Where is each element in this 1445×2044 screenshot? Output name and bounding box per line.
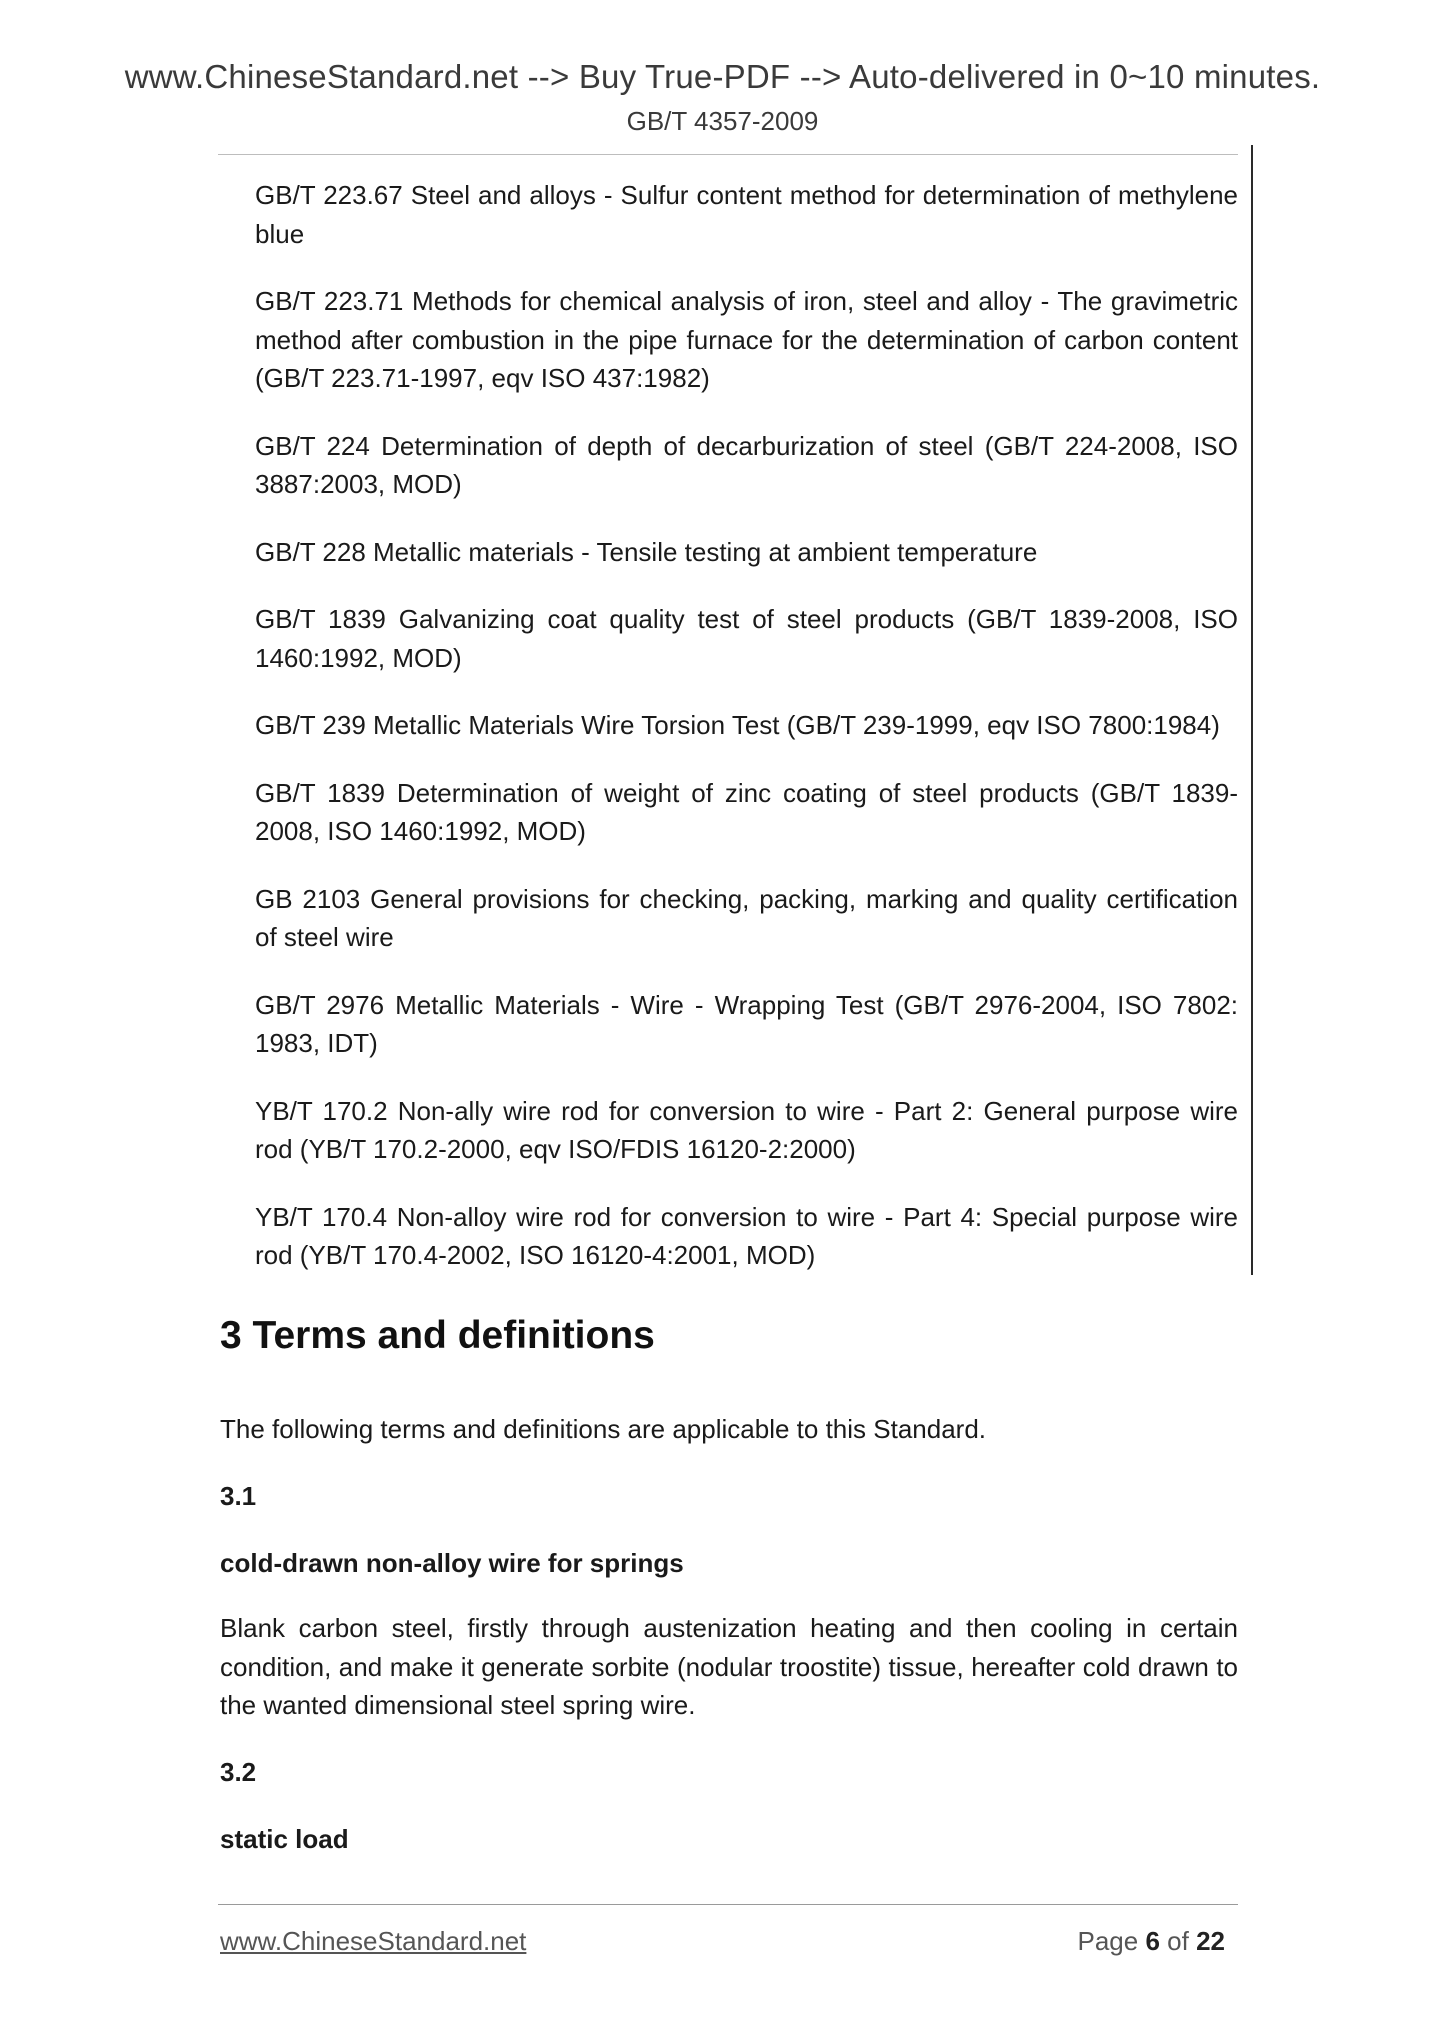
reference-item: GB 2103 General provisions for checking, packing, marking and quality certification of steel wire [255, 883, 1238, 952]
reference-item: GB/T 239 Metallic Materials Wire Torsion Test (GB/T 239-1999, eqv ISO 7800:1984) [255, 710, 1220, 740]
page-current: 6 [1145, 1926, 1160, 1956]
term-number: 3.2 [220, 1757, 257, 1787]
reference-item: GB/T 1839 Determination of weight of zinc coating of steel products (GB/T 1839-2008, ISO 1460:1992, MOD) [255, 777, 1238, 846]
footer-site-link[interactable]: www.ChineseStandard.net [220, 1926, 527, 1956]
reference-item: GB/T 2976 Metallic Materials - Wire - Wrapping Test (GB/T 2976-2004, ISO 7802: 1983, IDT) [255, 989, 1238, 1058]
section-intro: The following terms and definitions are applicable to this Standard. [220, 1414, 986, 1444]
page-label: Page [1077, 1926, 1139, 1956]
section-heading: 3 Terms and definitions [220, 1314, 655, 1357]
reference-item: GB/T 228 Metallic materials - Tensile testing at ambient temperature [255, 536, 1038, 567]
term-definition: Blank carbon steel, firstly through austenization heating and then cooling in certain condition, and make it generate sorbite (nodular troostite) tissue, hereafter cold drawn to the wanted dimensional steel spring wire. [220, 1613, 1238, 1720]
reference-item: YB/T 170.2 Non-ally wire rod for conversion to wire - Part 2: General purpose wire rod (YB/T 170.2-2000, eqv ISO/FDIS 16120-2:2000) [255, 1095, 1238, 1164]
change-bar [1251, 145, 1253, 1275]
term-name: cold-drawn non-alloy wire for springs [220, 1548, 684, 1578]
reference-item: YB/T 170.4 Non-alloy wire rod for conversion to wire - Part 4: Special purpose wire rod (YB/T 170.4-2002, ISO 16120-4:2001, MOD) [255, 1201, 1238, 1270]
footer-divider [218, 1904, 1238, 1905]
reference-item: GB/T 223.71 Methods for chemical analysis of iron, steel and alloy - The gravimetric method after combustion in the pipe furnace for the determination of carbon content (GB/T 223.71-1997, eqv ISO 437:1982) [255, 286, 1238, 393]
reference-item: GB/T 224 Determination of depth of decarburization of steel (GB/T 224-2008, ISO 3887:2003, MOD) [255, 430, 1238, 499]
standard-code: GB/T 4357-2009 [626, 106, 819, 136]
page-of-label: of [1167, 1926, 1189, 1956]
term-number: 3.1 [220, 1481, 257, 1511]
header-banner: www.ChineseStandard.net --> Buy True-PDF --> Auto-delivered in 0~10 minutes. [124, 58, 1321, 95]
page-total: 22 [1196, 1926, 1225, 1956]
normative-references-list [255, 176, 1238, 1304]
reference-item: GB/T 223.67 Steel and alloys - Sulfur content method for determination of methylene blue [255, 180, 1238, 249]
page-indicator [1077, 1926, 1225, 1957]
term-name: static load [220, 1824, 349, 1854]
header-divider [218, 154, 1238, 155]
reference-item: GB/T 1839 Galvanizing coat quality test of steel products (GB/T 1839-2008, ISO 1460:1992, MOD) [255, 604, 1238, 673]
